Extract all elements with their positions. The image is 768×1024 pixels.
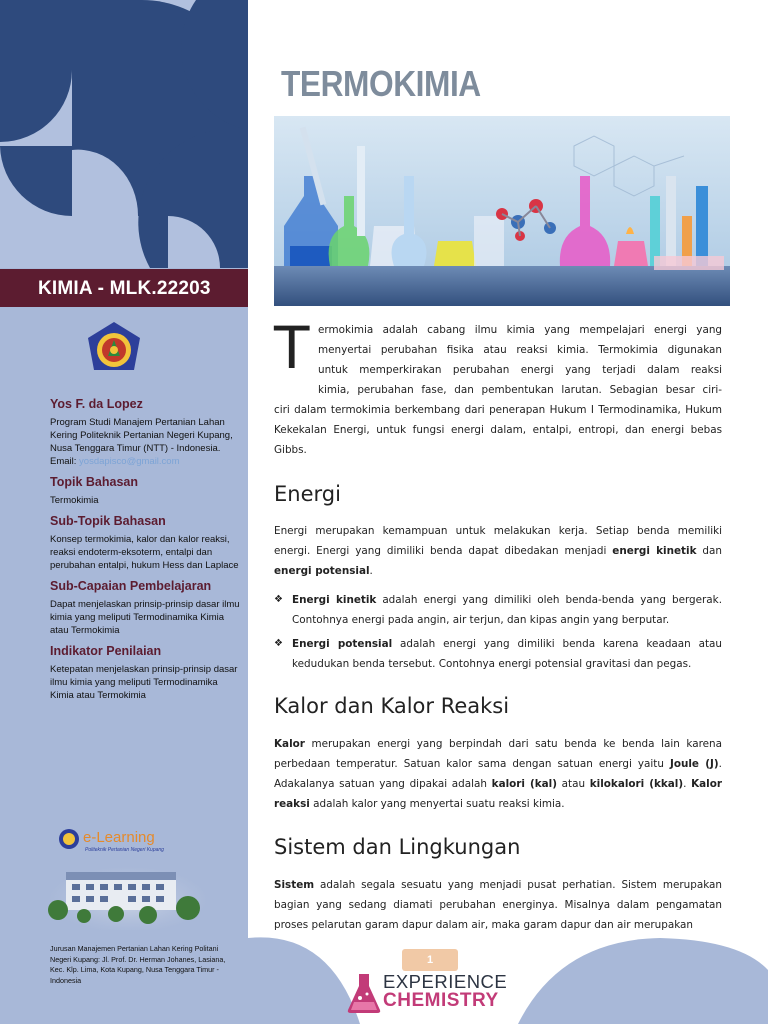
sistem-paragraph: Sistem adalah segala sesuatu yang menjadi pusat perhatian. Sistem merupakan bagian yang sedang diamati perubahan energinya. Misalnya dalam pengamatan proses pelarutan garam dapur dalam air, maka garam dapur dan air merupakan: [274, 879, 722, 931]
indikator-text: Ketepatan menjelaskan prinsip-prinsip dasar ilmu kimia yang meliputi Termodinamika Kimia atau Termokimia: [50, 664, 238, 701]
kalor-heading: Kalor dan Kalor Reaksi: [274, 694, 510, 718]
campus-photo: [38, 858, 218, 930]
indikator-heading: Indikator Penilaian: [50, 644, 162, 658]
intro-line-1: ermokimia adalah cabang ilmu kimia yang mempelajari energi yang: [318, 324, 722, 336]
elearning-label: e-Learning: [83, 829, 155, 846]
kalor-paragraph: Kalor merupakan energi yang berpindah dari satu benda ke benda lain karena perbedaan temperatur. Satuan kalor sama dengan satuan energi yaitu Joule (J). Adakalanya satuan yang dipakai adalah kalori (kal) atau kilokalori (kkal). Kalor reaksi adalah kalor yang menyertai suatu reaksi kimia.: [274, 738, 722, 810]
intro-line-4: kimia, perubahan fase, dan pembentukan larutan. Sebagian besar ciri-: [318, 384, 722, 396]
elearning-sub: Politeknik Pertanian Negeri Kupang: [85, 847, 164, 853]
topik-text: Termokimia: [50, 495, 99, 506]
author-email: [50, 455, 240, 468]
bullet-energi-kinetik: ❖ Energi kinetik adalah energi yang dimiliki oleh benda-benda yang bergerak. Contohnya energi pada angin, air terjun, dan kipas angin yang berputar.: [274, 590, 722, 630]
sidebar: [0, 0, 248, 1024]
course-code-banner: KIMIA - MLK.22203: [0, 269, 248, 307]
page-title: TERMOKIMIA: [281, 63, 481, 104]
elearning-logo: [58, 826, 208, 854]
diamond-bullet-icon: ❖: [274, 638, 283, 649]
lab-glassware-image: [274, 116, 730, 306]
intro-paragraph-rest: ciri dalam termokimia berkembang dari penerapan Hukum I Termodinamika, Hukum Kekekalan Energi, untuk fungsi energi dalam, entalpi, entropi, dan energi bebas Gibbs.: [274, 404, 722, 456]
brand-bottom: CHEMISTRY: [383, 990, 499, 1011]
sidebar-info: [50, 397, 240, 709]
bullet-energi-potensial: ❖ Energi potensial adalah energi yang dimiliki benda karena keadaan atau kedudukan benda tersebut. Contohnya energi potensial gravitasi dan pegas.: [274, 634, 722, 674]
email-link[interactable]: yosdapisco@gmail.com: [79, 456, 180, 467]
page-number: 1: [402, 949, 458, 971]
capaian-text: Dapat menjelaskan prinsip-prinsip dasar ilmu kimia yang meliputi Termodinamika Kimia atau Termokimia: [50, 599, 240, 636]
energi-heading: Energi: [274, 482, 341, 506]
campus-address: Jurusan Manajemen Pertanian Lahan Kering Politani Negeri Kupang: Jl. Prof. Dr. Herman Johanes, Lasiana, Kec. Klp. Lima, Kota Kupang, Nusa Tenggara Timur - Indonesia: [50, 944, 226, 985]
sistem-heading: Sistem dan Lingkungan: [274, 835, 521, 859]
diamond-bullet-icon: ❖: [274, 594, 283, 605]
brand-top: EXPERIENCE: [383, 971, 508, 992]
intro-line-3: untuk memperkirakan perubahan energi yang terjadi dalam reaksi: [318, 364, 722, 376]
author-affiliation: Program Studi Manajem Pertanian Lahan Kering Politeknik Pertanian Negeri Kupang, Nusa Tenggara Timur (NTT) - Indonesia.: [50, 417, 233, 454]
flask-icon: [346, 972, 382, 1014]
email-label: Email:: [50, 456, 77, 467]
politeknik-logo: [84, 320, 144, 378]
intro-line-2: menyertai perubahan fisika atau reaksi kimia. Termokimia digunakan: [318, 344, 722, 356]
topik-heading: Topik Bahasan: [50, 475, 138, 489]
author-name: Yos F. da Lopez: [50, 397, 143, 411]
capaian-heading: Sub-Capaian Pembelajaran: [50, 579, 212, 593]
subtopik-heading: Sub-Topik Bahasan: [50, 514, 166, 528]
experience-chemistry-brand: [383, 972, 507, 1010]
energi-paragraph: Energi merupakan kemampuan untuk melakukan kerja. Setiap benda memiliki energi. Energi yang dimiliki benda dapat dibedakan menjadi energi kinetik dan energi potensial.: [274, 525, 722, 577]
subtopik-text: Konsep termokimia, kalor dan kalor reaksi, reaksi endoterm-eksoterm, entalpi dan perubahan entalpi, hukum Hess dan Laplace: [50, 534, 239, 571]
decorative-shapes: [0, 0, 248, 268]
intro-dropcap: T: [274, 314, 310, 382]
